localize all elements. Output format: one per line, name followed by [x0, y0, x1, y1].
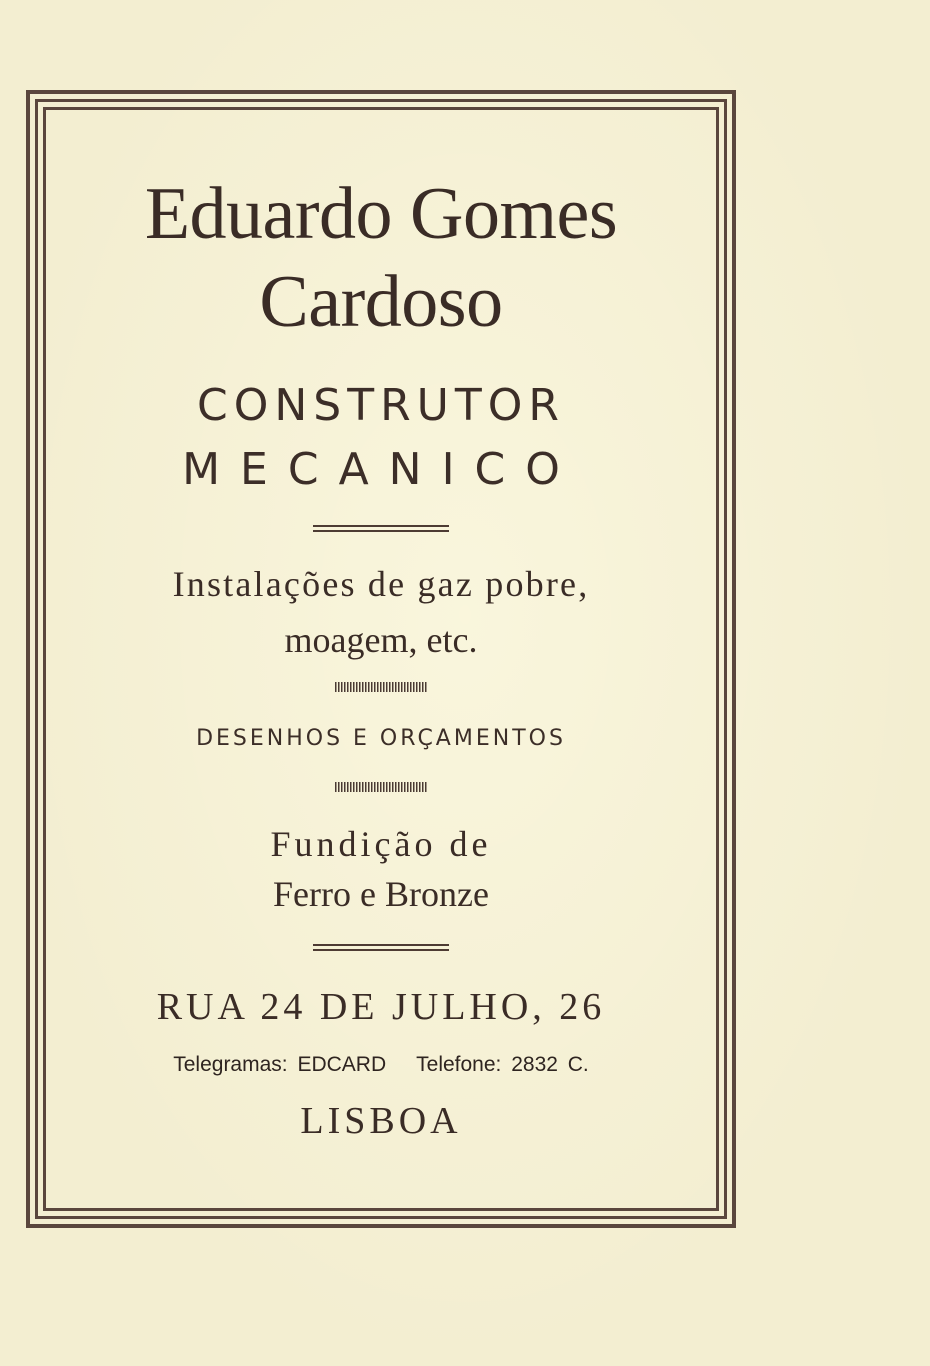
profession-line2: MECANICO	[182, 444, 580, 495]
street-address: RUA 24 DE JULHO, 26	[156, 986, 606, 1028]
profession-line1: CONSTRUTOR	[197, 380, 565, 431]
installations-line2: moagem, etc.	[284, 620, 478, 660]
ornament-divider	[335, 682, 427, 692]
contact-line	[46, 1050, 716, 1080]
double-rule-divider	[313, 944, 449, 951]
company-name-line1: Eduardo Gomes	[144, 173, 618, 255]
foundry-line1: Fundição de	[270, 824, 492, 864]
ornament-divider	[335, 782, 427, 792]
city-name: LISBOA	[300, 1100, 462, 1142]
advertisement-content	[46, 110, 716, 1208]
telephone-info: Telefone: 2832 C.	[416, 1053, 589, 1076]
foundry-line2: Ferro e Bronze	[273, 874, 489, 914]
telegrams-info: Telegramas: EDCARD	[173, 1053, 387, 1076]
double-rule-divider	[313, 525, 449, 532]
installations-line1: Instalações de gaz pobre,	[172, 564, 590, 604]
company-name-line2: Cardoso	[259, 261, 503, 343]
services-line: DESENHOS E ORÇAMENTOS	[196, 726, 566, 751]
